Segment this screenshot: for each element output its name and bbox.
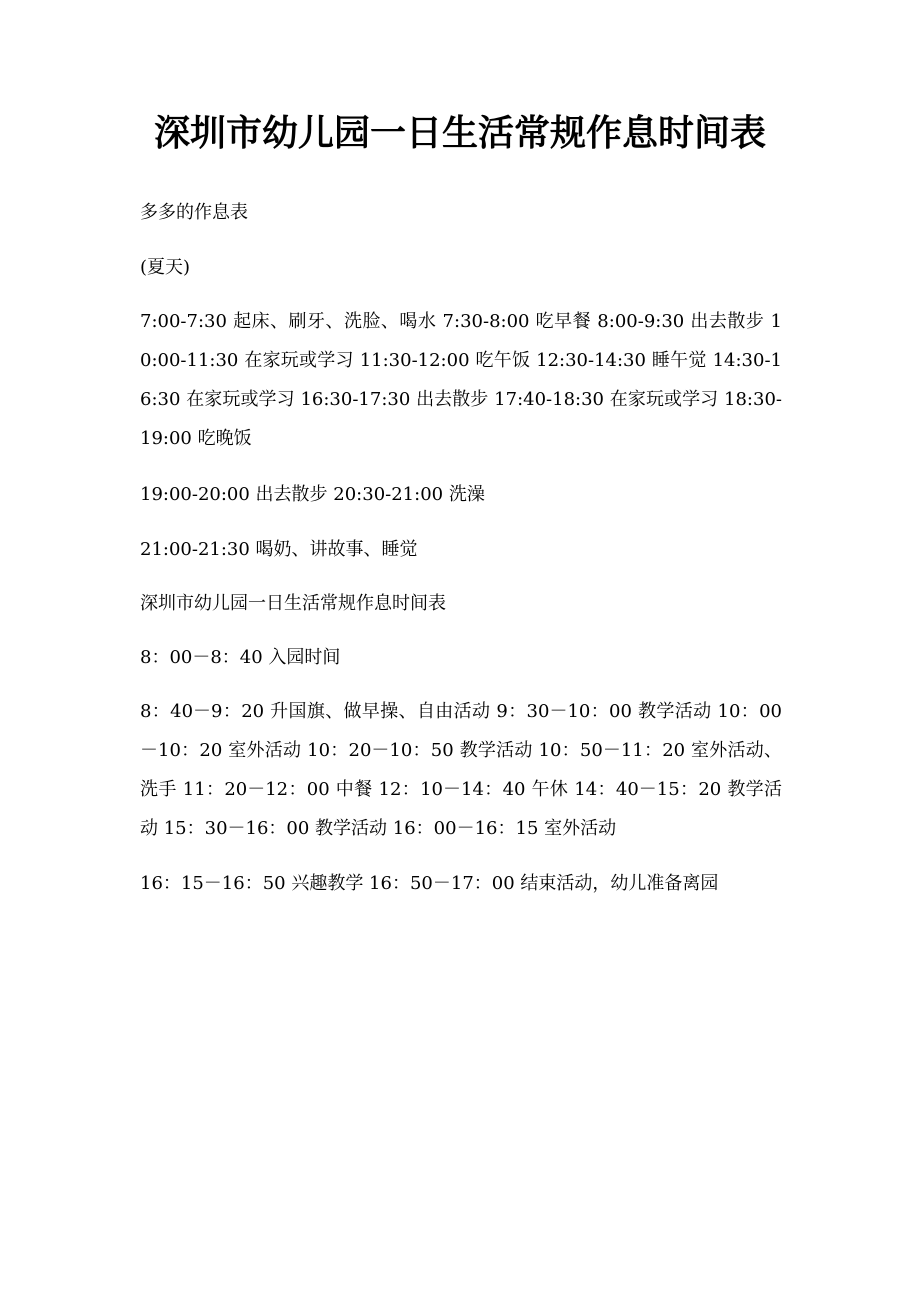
kindergarten-schedule-paragraph-2: 8：40－9：20 升国旗、做早操、自由活动 9：30－10：00 教学活动 10：00－10：20 室外活动 10：20－10：50 教学活动 10：50－11：20 室外活动、洗手 11：20－12：00 中餐 12：10－14：40 午休 14：40－15：20 教学活动 15：30－16：00 教学活动 16：00－16：15 室外活动	[140, 701, 782, 839]
summer-schedule-paragraph-2: 19:00-20:00 出去散步 20:30-21:00 洗澡	[140, 484, 485, 505]
subtitle-paragraph: 多多的作息表	[140, 202, 248, 223]
season-paragraph: (夏天)	[140, 257, 191, 278]
document-title: 深圳市幼儿园一日生活常规作息时间表	[153, 113, 766, 154]
kindergarten-schedule-paragraph-1: 8：00－8：40 入园时间	[140, 647, 341, 668]
summer-schedule-paragraph-1: 7:00-7:30 起床、刷牙、洗脸、喝水 7:30-8:00 吃早餐 8:00-9:30 出去散步 10:00-11:30 在家玩或学习 11:30-12:00 吃午饭 12:30-14:30 睡午觉 14:30-16:30 在家玩或学习 16:30-17:30 出去散步 17:40-18:30 在家玩或学习 18:30-19:00 吃晚饭	[140, 311, 782, 449]
summer-schedule-paragraph-3: 21:00-21:30 喝奶、讲故事、睡觉	[140, 539, 418, 560]
kindergarten-schedule-paragraph-3: 16：15－16：50 兴趣教学 16：50－17：00 结束活动，幼儿准备离园	[140, 873, 719, 894]
kindergarten-heading: 深圳市幼儿园一日生活常规作息时间表	[140, 593, 446, 614]
